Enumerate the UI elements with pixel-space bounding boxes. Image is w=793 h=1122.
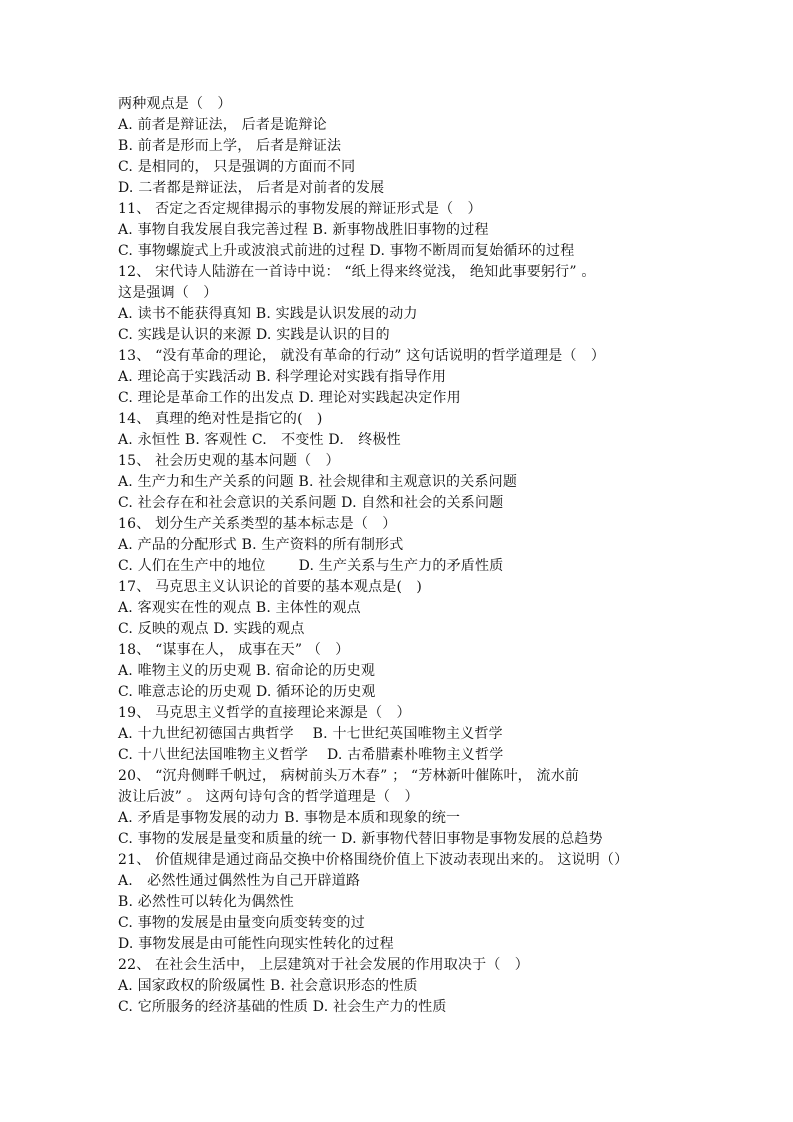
- text-line: C. 社会存在和社会意识的关系问题 D. 自然和社会的关系问题: [118, 495, 504, 511]
- text-line: C. 事物螺旋式上升或波浪式前进的过程 D. 事物不断周而复始循环的过程: [118, 243, 575, 259]
- text-line: A. 必然性通过偶然性为自己开辟道路: [118, 873, 361, 889]
- text-line: C. 反映的观点 D. 实践的观点: [118, 621, 305, 637]
- text-line: D. 事物发展是由可能性向现实性转化的过程: [118, 936, 394, 952]
- text-line: 17、 马克思主义认识论的首要的基本观点是( ): [118, 579, 422, 595]
- text-line: A. 产品的分配形式 B. 生产资料的所有制形式: [118, 537, 404, 553]
- text-line: A. 理论高于实践活动 B. 科学理论对实践有指导作用: [118, 369, 447, 385]
- text-line: C. 事物的发展是由量变向质变转变的过: [118, 915, 365, 931]
- text-line: A. 读书不能获得真知 B. 实践是认识发展的动力: [118, 306, 418, 322]
- text-line: 12、 宋代诗人陆游在一首诗中说： “纸上得来终觉浅， 绝知此事要躬行” 。: [118, 264, 596, 280]
- text-line: 11、 否定之否定规律揭示的事物发展的辩证形式是（ ）: [118, 201, 482, 217]
- text-line: A. 前者是辩证法， 后者是诡辩论: [118, 117, 327, 133]
- text-line: A. 矛盾是事物发展的动力 B. 事物是本质和现象的统一: [118, 810, 461, 826]
- text-line: 20、 “沉舟侧畔千帆过， 病树前头万木春” ； “芳林新叶催陈叶， 流水前: [118, 768, 580, 784]
- text-line: 波让后波” 。 这两句诗句含的哲学道理是（ ）: [118, 789, 419, 805]
- text-line: C. 事物的发展是量变和质量的统一 D. 新事物代替旧事物是事物发展的总趋势: [118, 831, 603, 847]
- text-line: 19、 马克思主义哲学的直接理论来源是（ ）: [118, 705, 411, 721]
- text-line: C. 唯意志论的历史观 D. 循环论的历史观: [118, 684, 376, 700]
- text-line: D. 二者都是辩证法， 后者是对前者的发展: [118, 180, 385, 196]
- text-line: C. 十八世纪法国唯物主义哲学 D. 古希腊素朴唯物主义哲学: [118, 747, 504, 763]
- text-line: A. 生产力和生产关系的问题 B. 社会规律和主观意识的关系问题: [118, 474, 518, 490]
- text-line: 18、 “谋事在人， 成事在天” （ ）: [118, 642, 350, 658]
- text-line: A. 唯物主义的历史观 B. 宿命论的历史观: [118, 663, 376, 679]
- text-line: 22、 在社会生活中， 上层建筑对于社会发展的作用取决于（ ）: [118, 957, 529, 973]
- text-line: 14、 真理的绝对性是指它的( ): [118, 411, 323, 427]
- text-line: A. 客观实在性的观点 B. 主体性的观点: [118, 600, 361, 616]
- text-line: A. 十九世纪初德国古典哲学 B. 十七世纪英国唯物主义哲学: [118, 726, 503, 742]
- text-line: 21、 价值规律是通过商品交换中价格围绕价值上下波动表现出来的。 这说明（）: [118, 852, 629, 868]
- text-line: A. 永恒性 B. 客观性 C. 不变性 D. 终极性: [118, 432, 401, 448]
- text-line: A. 国家政权的阶级属性 B. 社会意识形态的性质: [118, 978, 418, 994]
- text-line: C. 它所服务的经济基础的性质 D. 社会生产力的性质: [118, 999, 447, 1015]
- text-line: C. 理论是革命工作的出发点 D. 理论对实践起决定作用: [118, 390, 461, 406]
- text-line: C. 实践是认识的来源 D. 实践是认识的目的: [118, 327, 390, 343]
- question-text-block: [118, 94, 678, 1018]
- text-line: 16、 划分生产关系类型的基本标志是（ ）: [118, 516, 397, 532]
- text-line: 两种观点是（ ）: [118, 96, 232, 112]
- text-line: A. 事物自我发展自我完善过程 B. 新事物战胜旧事物的过程: [118, 222, 489, 238]
- text-line: B. 前者是形而上学， 后者是辩证法: [118, 138, 342, 154]
- text-line: B. 必然性可以转化为偶然性: [118, 894, 294, 910]
- text-line: C. 是相同的， 只是强调的方面而不同: [118, 159, 356, 175]
- text-line: 这是强调（ ）: [118, 285, 218, 301]
- text-line: 13、 “没有革命的理论， 就没有革命的行动” 这句话说明的哲学道理是（ ）: [118, 348, 606, 364]
- text-line: 15、 社会历史观的基本问题（ ）: [118, 453, 340, 469]
- text-line: C. 人们在生产中的地位 D. 生产关系与生产力的矛盾性质: [118, 558, 504, 574]
